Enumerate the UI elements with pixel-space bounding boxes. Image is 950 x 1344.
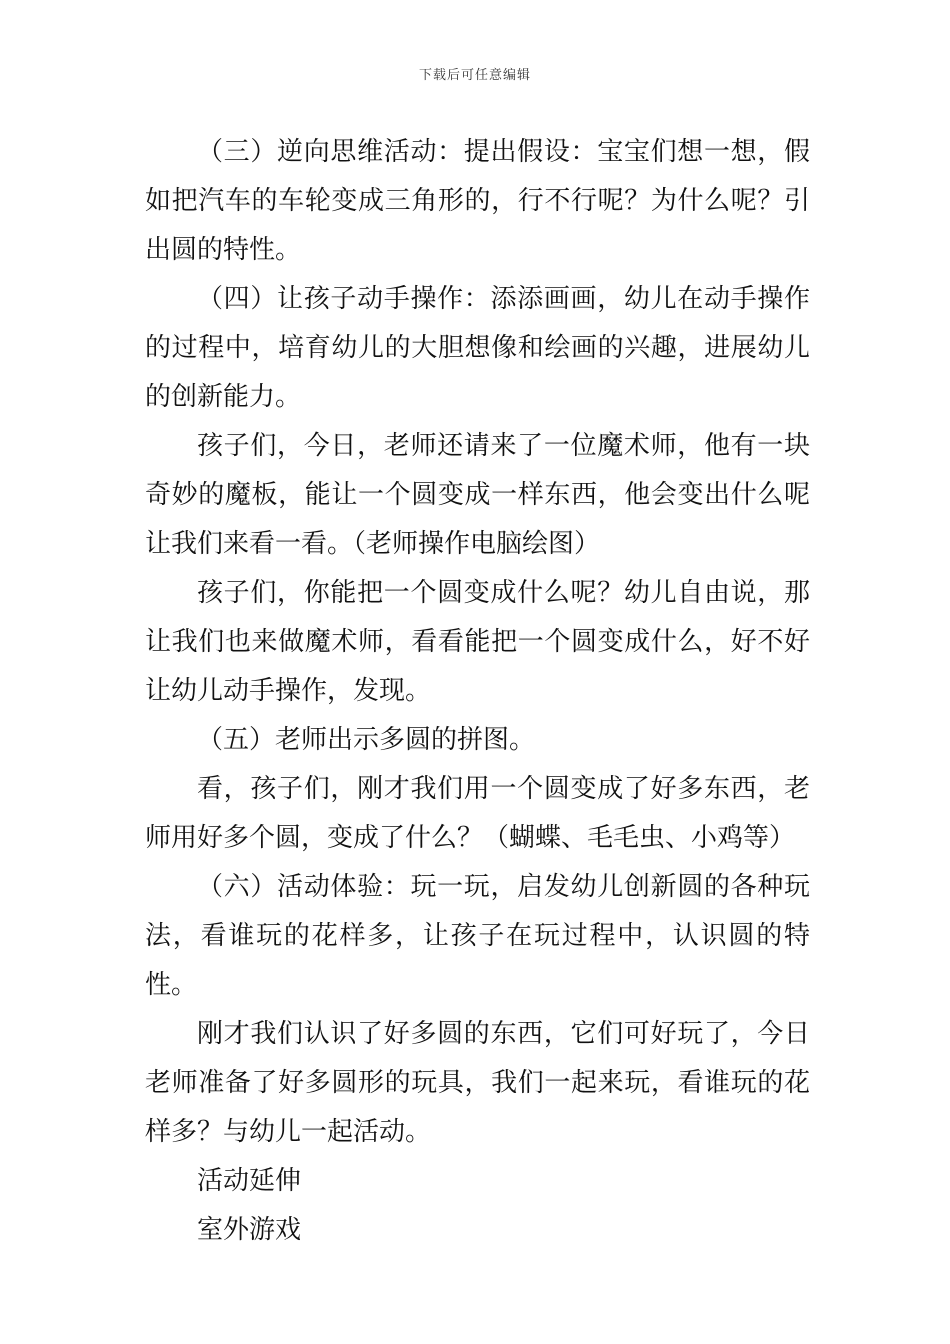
paragraph-hands-on: （四）让孩子动手操作：添添画画，幼儿在动手操作的过程中，培育幼儿的大胆想像和绘画的兴趣，进展幼儿的创新能力。 <box>145 284 810 412</box>
paragraph-outdoor-game: 室外游戏 <box>197 1215 302 1245</box>
paragraph-extension-heading: 活动延伸 <box>197 1166 302 1196</box>
paragraph-experience: （六）活动体验：玩一玩，启发幼儿创新圆的各种玩法，看谁玩的花样多，让孩子在玩过程中，认识圆的特性。 <box>145 872 810 1000</box>
paragraph-many-circles: 看，孩子们，刚才我们用一个圆变成了好多东西，老师用好多个圆，变成了什么？（蝴蝶、毛毛虫、小鸡等） <box>145 774 810 853</box>
paragraph-reverse-thinking: （三）逆向思维活动：提出假设：宝宝们想一想，假如把汽车的车轮变成三角形的，行不行呢？为什么呢？引出圆的特性。 <box>145 137 810 265</box>
paragraph-play-together: 刚才我们认识了好多圆的东西，它们可好玩了，今日老师准备了好多圆形的玩具，我们一起来玩，看谁玩的花样多？与幼儿一起活动。 <box>145 1019 810 1147</box>
paragraph-magician: 孩子们，今日，老师还请来了一位魔术师，他有一块奇妙的魔板，能让一个圆变成一样东西，他会变出什么呢让我们来看一看。（老师操作电脑绘图） <box>145 431 810 559</box>
header-note: 下载后可任意编辑 <box>418 68 531 83</box>
paragraph-circle-change: 孩子们，你能把一个圆变成什么呢？幼儿自由说，那让我们也来做魔术师，看看能把一个圆变成什么，好不好让幼儿动手操作，发现。 <box>145 578 810 706</box>
paragraph-puzzle: （五）老师出示多圆的拼图。 <box>197 725 536 755</box>
document-body <box>145 128 810 1255</box>
